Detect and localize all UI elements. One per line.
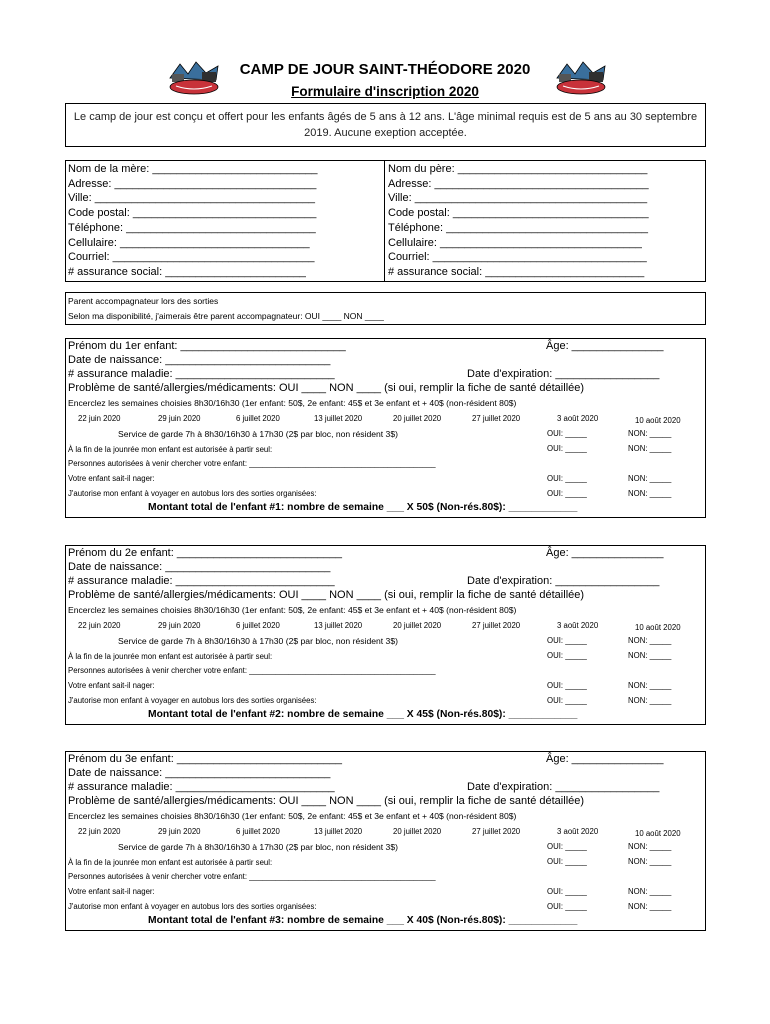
mother-field[interactable]: # assurance social: _______________________ — [68, 265, 306, 278]
week-option[interactable]: 6 juillet 2020 — [236, 827, 280, 836]
week-option[interactable]: 6 juillet 2020 — [236, 621, 280, 630]
no-option[interactable]: NON: _____ — [628, 444, 672, 453]
mother-field[interactable]: Code postal: ______________________________ — [68, 207, 317, 220]
week-option[interactable]: 29 juin 2020 — [158, 827, 201, 836]
bus-authorization-label: J'autorise mon enfant à voyager en autobus lors des sorties organisées: — [68, 696, 317, 705]
child-birthdate-field[interactable]: Date de naissance: ___________________________ — [68, 767, 331, 779]
yes-option[interactable]: OUI: _____ — [547, 651, 587, 660]
health-insurance-field[interactable]: # assurance maladie: __________________________ — [68, 575, 335, 587]
mother-field[interactable]: Ville: ____________________________________ — [68, 192, 315, 205]
week-option[interactable]: 10 août 2020 — [635, 829, 681, 838]
intro-notice: Le camp de jour est conçu et offert pour les enfants âgés de 5 ans à 12 ans. L'âge minimal requis est de 5 ans au 30 septembre 2019. Aucune exeption acceptée. — [65, 103, 706, 147]
week-option[interactable]: 13 juillet 2020 — [314, 621, 363, 630]
daycare-service-label: Service de garde 7h à 8h30/16h30 à 17h30 (2$ par bloc, non résident 3$) — [118, 636, 398, 646]
father-field[interactable]: # assurance social: __________________________ — [388, 265, 645, 278]
daycare-service-label: Service de garde 7h à 8h30/16h30 à 17h30 (2$ par bloc, non résident 3$) — [118, 842, 398, 852]
yes-option[interactable]: OUI: _____ — [547, 429, 587, 438]
health-problems-field[interactable]: Problème de santé/allergies/médicaments: OUI ____ NON ____ (si oui, remplir la fiche de santé détaillée) — [68, 589, 585, 601]
week-option[interactable]: 3 août 2020 — [557, 621, 599, 630]
child-first-name-field[interactable]: Prénom du 2e enfant: ___________________________ — [68, 547, 343, 559]
yes-option[interactable]: OUI: _____ — [547, 444, 587, 453]
insurance-expiration-field[interactable]: Date d'expiration: _________________ — [467, 781, 660, 793]
child-total-amount[interactable]: Montant total de l'enfant #1: nombre de semaine ___ X 50$ (Non-rés.80$): ____________ — [148, 502, 578, 513]
can-swim-label: Votre enfant sait-il nager: — [68, 474, 155, 483]
authorized-persons-field[interactable]: Personnes autorisées à venir chercher votre enfant: ___________________________________________ — [68, 666, 436, 675]
yes-option[interactable]: OUI: _____ — [547, 857, 587, 866]
father-field[interactable]: Ville: ______________________________________ — [388, 192, 648, 205]
child-total-amount[interactable]: Montant total de l'enfant #3: nombre de semaine ___ X 40$ (Non-rés.80$): ____________ — [148, 915, 578, 926]
week-option[interactable]: 3 août 2020 — [557, 414, 599, 423]
yes-option[interactable]: OUI: _____ — [547, 489, 587, 498]
child-first-name-field[interactable]: Prénom du 3e enfant: ___________________________ — [68, 753, 343, 765]
weeks-instructions: Encerclez les semaines choisies 8h30/16h30 (1er enfant: 50$, 2e enfant: 45$ et 3e enfant et + 40$ (non-résident 80$) — [68, 605, 517, 615]
parents-divider — [384, 161, 385, 281]
father-field[interactable]: Code postal: ________________________________ — [388, 207, 649, 220]
mother-field[interactable]: Nom de la mère: ___________________________ — [68, 163, 318, 175]
child-birthdate-field[interactable]: Date de naissance: ___________________________ — [68, 354, 331, 366]
health-problems-field[interactable]: Problème de santé/allergies/médicaments: OUI ____ NON ____ (si oui, remplir la fiche de santé détaillée) — [68, 382, 585, 394]
no-option[interactable]: NON: _____ — [628, 489, 672, 498]
accompany-section — [65, 292, 706, 325]
parents-section — [65, 160, 706, 282]
insurance-expiration-field[interactable]: Date d'expiration: _________________ — [467, 368, 660, 380]
yes-option[interactable]: OUI: _____ — [547, 636, 587, 645]
no-option[interactable]: NON: _____ — [628, 681, 672, 690]
child-age-field[interactable]: Âge: _______________ — [546, 547, 664, 559]
week-option[interactable]: 20 juillet 2020 — [393, 827, 442, 836]
week-option[interactable]: 6 juillet 2020 — [236, 414, 280, 423]
yes-option[interactable]: OUI: _____ — [547, 842, 587, 851]
yes-option[interactable]: OUI: _____ — [547, 681, 587, 690]
no-option[interactable]: NON: _____ — [628, 429, 672, 438]
yes-option[interactable]: OUI: _____ — [547, 474, 587, 483]
week-option[interactable]: 13 juillet 2020 — [314, 414, 363, 423]
week-option[interactable]: 22 juin 2020 — [78, 621, 121, 630]
week-option[interactable]: 29 juin 2020 — [158, 621, 201, 630]
week-option[interactable]: 10 août 2020 — [635, 416, 681, 425]
mother-column — [68, 162, 318, 280]
can-swim-label: Votre enfant sait-il nager: — [68, 681, 155, 690]
leave-alone-label: À la fin de la jounrée mon enfant est autorisée à partir seul: — [68, 652, 273, 661]
page-subtitle: Formulaire d'inscription 2020 — [291, 84, 479, 99]
week-option[interactable]: 13 juillet 2020 — [314, 827, 363, 836]
health-insurance-field[interactable]: # assurance maladie: __________________________ — [68, 781, 335, 793]
child-age-field[interactable]: Âge: _______________ — [546, 753, 664, 765]
yes-option[interactable]: OUI: _____ — [547, 696, 587, 705]
no-option[interactable]: NON: _____ — [628, 902, 672, 911]
child-section-2 — [65, 545, 706, 725]
weeks-instructions: Encerclez les semaines choisies 8h30/16h30 (1er enfant: 50$, 2e enfant: 45$ et 3e enfant et + 40$ (non-résident 80$) — [68, 398, 517, 408]
week-option[interactable]: 20 juillet 2020 — [393, 414, 442, 423]
no-option[interactable]: NON: _____ — [628, 474, 672, 483]
insurance-expiration-field[interactable]: Date d'expiration: _________________ — [467, 575, 660, 587]
child-birthdate-field[interactable]: Date de naissance: ___________________________ — [68, 561, 331, 573]
no-option[interactable]: NON: _____ — [628, 636, 672, 645]
health-problems-field[interactable]: Problème de santé/allergies/médicaments: OUI ____ NON ____ (si oui, remplir la fiche de santé détaillée) — [68, 795, 585, 807]
authorized-persons-field[interactable]: Personnes autorisées à venir chercher votre enfant: ___________________________________________ — [68, 872, 436, 881]
child-section-3 — [65, 751, 706, 931]
bus-authorization-label: J'autorise mon enfant à voyager en autobus lors des sorties organisées: — [68, 902, 317, 911]
week-option[interactable]: 20 juillet 2020 — [393, 621, 442, 630]
no-option[interactable]: NON: _____ — [628, 842, 672, 851]
father-field[interactable]: Courriel: ___________________________________ — [388, 251, 647, 264]
daycare-service-label: Service de garde 7h à 8h30/16h30 à 17h30 (2$ par bloc, non résident 3$) — [118, 429, 398, 439]
mother-field[interactable]: Téléphone: _______________________________ — [68, 221, 316, 234]
leave-alone-label: À la fin de la jounrée mon enfant est autorisée à partir seul: — [68, 858, 273, 867]
week-option[interactable]: 27 juillet 2020 — [472, 621, 521, 630]
father-column — [388, 162, 649, 280]
mother-field[interactable]: Cellulaire: _______________________________ — [68, 236, 310, 249]
accompany-question[interactable]: Selon ma disponibilité, j'aimerais être parent accompagnateur: OUI ____ NON ____ — [68, 311, 384, 321]
weeks-instructions: Encerclez les semaines choisies 8h30/16h30 (1er enfant: 50$, 2e enfant: 45$ et 3e enfant et + 40$ (non-résident 80$) — [68, 811, 517, 821]
week-option[interactable]: 27 juillet 2020 — [472, 414, 521, 423]
child-first-name-field[interactable]: Prénom du 1er enfant: ___________________________ — [68, 340, 346, 352]
father-field[interactable]: Adresse: ___________________________________ — [388, 177, 649, 190]
no-option[interactable]: NON: _____ — [628, 887, 672, 896]
can-swim-label: Votre enfant sait-il nager: — [68, 887, 155, 896]
no-option[interactable]: NON: _____ — [628, 857, 672, 866]
health-insurance-field[interactable]: # assurance maladie: __________________________ — [68, 368, 335, 380]
child-age-field[interactable]: Âge: _______________ — [546, 340, 664, 352]
child-total-amount[interactable]: Montant total de l'enfant #2: nombre de semaine ___ X 45$ (Non-rés.80$): ____________ — [148, 709, 578, 720]
yes-option[interactable]: OUI: _____ — [547, 902, 587, 911]
child-section-1 — [65, 338, 706, 518]
week-option[interactable]: 27 juillet 2020 — [472, 827, 521, 836]
father-field[interactable]: Téléphone: _________________________________ — [388, 221, 648, 234]
week-option[interactable]: 22 juin 2020 — [78, 414, 121, 423]
bus-authorization-label: J'autorise mon enfant à voyager en autobus lors des sorties organisées: — [68, 489, 317, 498]
week-option[interactable]: 10 août 2020 — [635, 623, 681, 632]
mother-field[interactable]: Adresse: _________________________________ — [68, 177, 317, 190]
week-option[interactable]: 3 août 2020 — [557, 827, 599, 836]
leave-alone-label: À la fin de la jounrée mon enfant est autorisée à partir seul: — [68, 445, 273, 454]
week-option[interactable]: 29 juin 2020 — [158, 414, 201, 423]
authorized-persons-field[interactable]: Personnes autorisées à venir chercher votre enfant: ___________________________________________ — [68, 459, 436, 468]
father-field[interactable]: Cellulaire: _________________________________ — [388, 236, 642, 249]
accompany-title: Parent accompagnateur lors des sorties — [68, 296, 219, 306]
page-title: CAMP DE JOUR SAINT-THÉODORE 2020 — [239, 61, 531, 78]
mother-field[interactable]: Courriel: _________________________________ — [68, 251, 315, 264]
no-option[interactable]: NON: _____ — [628, 696, 672, 705]
week-option[interactable]: 22 juin 2020 — [78, 827, 121, 836]
yes-option[interactable]: OUI: _____ — [547, 887, 587, 896]
father-field[interactable]: Nom du père: _______________________________ — [388, 163, 648, 175]
no-option[interactable]: NON: _____ — [628, 651, 672, 660]
